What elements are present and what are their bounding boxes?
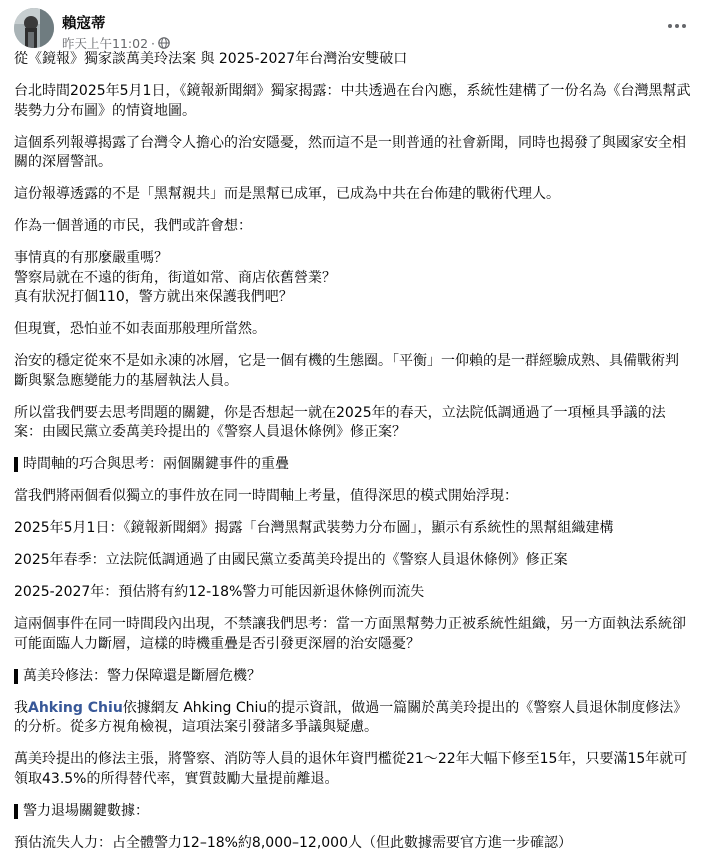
- more-horizontal-icon: [667, 23, 687, 29]
- paragraph: 治安的穩定從來不是如永凍的冰層，它是一個有機的生態圈。「平衡」一仰賴的是一群經驗成熟、具備戰術判斷與緊急應變能力的基層執法人員。: [14, 353, 679, 389]
- post-timestamp[interactable]: 昨天上午11:02: [62, 36, 149, 51]
- avatar[interactable]: [14, 8, 54, 48]
- post-title: 從《鏡報》獨家談萬美玲法案 與 2025-2027年台灣治安雙破口: [14, 51, 408, 67]
- question-line: 真有狀況打個110，警方就出來保護我們吧？: [14, 289, 293, 305]
- timeline-item: 2025年春季：立法院低調通過了由國民黨立委萬美玲提出的《警察人員退休條例》修正案: [14, 552, 568, 568]
- heading-bar-icon: [14, 457, 18, 472]
- question-line: 事情真的有那麼嚴重嗎？: [14, 250, 168, 266]
- timeline-item: 2025年5月1日：《鏡報新聞網》揭露「台灣黑幫武裝勢力分布圖」，顯示有系統性的黑幫組織建構: [14, 520, 614, 536]
- heading-bar-icon: [14, 669, 18, 684]
- section-heading-text: 警力退場關鍵數據：: [23, 802, 149, 819]
- section-heading: [14, 455, 692, 475]
- paragraph-prefix: 我: [14, 699, 28, 716]
- post-header: [14, 6, 691, 51]
- section-heading-text: 萬美玲修法：警力保障還是斷層危機？: [23, 667, 261, 684]
- more-options-button[interactable]: [663, 12, 691, 40]
- heading-bar-icon: [14, 804, 18, 819]
- paragraph: 作為一個普通的市民，我們或許會想：: [14, 218, 252, 234]
- paragraph: 但現實，恐怕並不如表面那般理所當然。: [14, 321, 266, 337]
- post-body: [14, 50, 692, 866]
- paragraph: 所以當我們要去思考問題的關鍵，你是否想起一就在2025年的春天，立法院低調通過了一項極具爭議的法案：由國民黨立委萬美玲提出的《警察人員退休條例》修正案？: [14, 404, 666, 440]
- section-heading: [14, 802, 692, 822]
- paragraph: 預估流失人力：占全體警力12–18%約8,000–12,000人（但此數據需要官方進一步確認）: [14, 834, 572, 851]
- paragraph: 這兩個事件在同一時間段內出現，不禁讓我們思考：當一方面黑幫勢力正被系統性組織，另一方面執法系統卻可能面臨人力斷層，這樣的時機重疊是否引發更深層的治安隱憂？: [14, 616, 686, 652]
- timeline-item: 2025-2027年：預估將有約12-18%警力可能因新退休條例而流失: [14, 584, 425, 600]
- paragraph: 萬美玲提出的修法主張，將警察、消防等人員的退休年資門檻從21～22年大幅下修至15年，只要滿15年就可領取43.5%的所得替代率，實質鼓勵大量提前離退。: [14, 751, 688, 787]
- paragraph: 這份報導透露的不是「黑幫親共」而是黑幫已成軍，已成為中共在台佈建的戰術代理人。: [14, 186, 560, 202]
- section-heading: [14, 667, 692, 687]
- paragraph: 台北時間2025年5月1日，《鏡報新聞網》獨家揭露：中共透過在台內應，系統性建構了一份名為《台灣黑幫武裝勢力分布圖》的情資地圖。: [14, 83, 691, 119]
- globe-icon[interactable]: [158, 37, 170, 49]
- avatar-image: [14, 8, 54, 48]
- section-heading-text: 時間軸的巧合與思考：兩個關鍵事件的重疊: [23, 456, 289, 472]
- paragraph: 這個系列報導揭露了台灣令人擔心的治安隱憂，然而這不是一則普通的社會新聞，同時也揭發了與國家安全相關的深層警訊。: [14, 134, 686, 170]
- profile-mention-link[interactable]: Ahking Chiu: [28, 699, 123, 716]
- paragraph-rest: 依據網友 Ahking Chiu的提示資訊，做過一篇關於萬美玲提出的《警察人員退休制度修法》的分析。從多方視角檢視，這項法案引發諸多爭議與疑慮。: [14, 699, 688, 735]
- question-line: 警察局就在不遠的街角，街道如常、商店依舊營業？: [14, 269, 336, 286]
- meta-separator: ·: [151, 35, 156, 51]
- paragraph: 當我們將兩個看似獨立的事件放在同一時間軸上考量，值得深思的模式開始浮現：: [14, 488, 518, 504]
- paragraph: [14, 699, 692, 738]
- author-name[interactable]: 賴寇蒂: [62, 16, 106, 32]
